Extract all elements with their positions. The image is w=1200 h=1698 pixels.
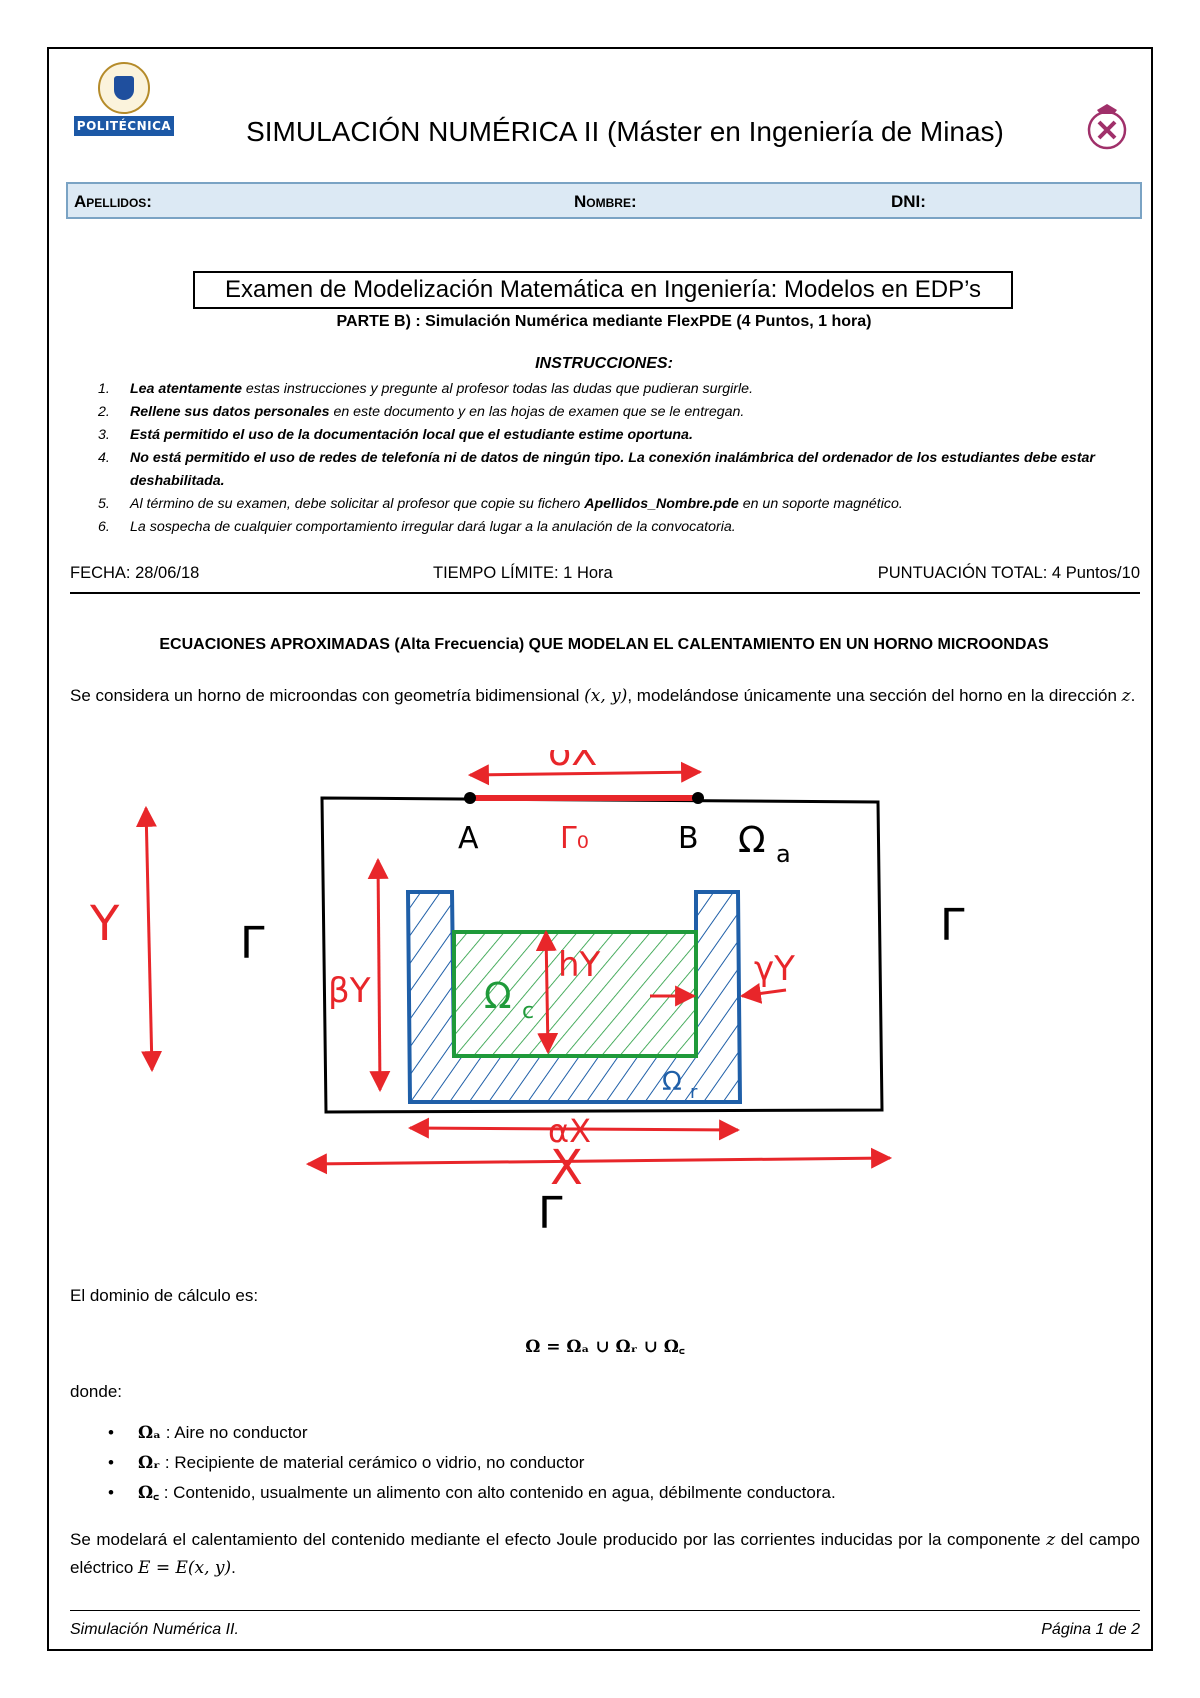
bullet-text: : Contenido, usualmente un alimento con alto contenido en agua, débilmente conductora. (159, 1483, 836, 1502)
hy-arrow (546, 932, 548, 1052)
bullet-text: : Aire no conductor (161, 1423, 308, 1442)
footer-title: Simulación Numérica II. (70, 1621, 239, 1638)
point-a (464, 792, 476, 804)
list-item: • Ωᵣ : Recipiente de material cerámico o vidrio, no conductor (108, 1453, 585, 1473)
closing-text: . (231, 1558, 236, 1577)
a-label: A (458, 821, 479, 856)
closing-text: del campo eléctrico (70, 1530, 1140, 1577)
instruction-text: en un soporte magnético. (738, 496, 903, 512)
exam-date: FECHA: 28/06/18 (70, 564, 200, 582)
omega-r-label: Ω (662, 1067, 682, 1097)
y-arrow (146, 808, 152, 1070)
instruction-bold: Está permitido el uso de la documentación local que el estudiante estime oportuna. (130, 427, 693, 443)
student-id-row (66, 182, 1142, 219)
domain-equation: Ω = Ωₐ ∪ Ωᵣ ∪ Ω꜀ (525, 1337, 685, 1357)
instruction-bold: Apellidos_Nombre.pde (584, 496, 739, 512)
instruction-number: 5. (98, 496, 110, 512)
time-limit: TIEMPO LÍMITE: 1 Hora (433, 564, 613, 582)
school-crest-icon (1081, 100, 1133, 152)
closing-math: E = E(x, y) (138, 1558, 232, 1578)
instruction-number: 3. (98, 427, 110, 443)
instruction-bold: Lea atentamente (130, 381, 242, 397)
hy-label: hY (558, 945, 601, 985)
name-label: Nombre: (574, 192, 637, 211)
upm-logo-text: POLITÉCNICA (74, 116, 174, 136)
instruction-number: 4. (98, 450, 110, 466)
instruction-item (98, 424, 1138, 447)
domain-bullet-list (108, 1418, 1108, 1508)
closing-math: z (1046, 1530, 1056, 1550)
bullet-text: : Recipiente de material cerámico o vidrio, no conductor (160, 1453, 585, 1472)
page-footer (70, 1610, 1140, 1643)
instruction-text: La sospecha de cualquier comportamiento irregular dará lugar a la anulación de la convocatoria. (130, 519, 736, 535)
intro-text: , modelándose únicamente una sección del horno en la dirección (627, 686, 1122, 705)
gammay-label: γY (754, 949, 795, 989)
y-label: Y (90, 896, 120, 952)
domain-intro: El dominio de cálculo es: (70, 1286, 259, 1305)
instruction-item (98, 401, 1138, 424)
instruction-bold: Rellene sus datos personales (130, 404, 330, 420)
page-number: Página 1 de 2 (1041, 1621, 1140, 1638)
betay-arrow (378, 860, 380, 1090)
gammay-arrow-right (742, 990, 786, 996)
omega-a-subscript: a (776, 840, 791, 868)
instruction-text: en este documento y en las hojas de examen que se le entregan. (329, 404, 745, 420)
instruction-text: Al término de su examen, debe solicitar al profesor que copie su fichero (130, 496, 585, 512)
list-item: • Ωₐ : Aire no conductor (108, 1423, 308, 1443)
instructions-list (98, 378, 1138, 539)
dni-label: DNI: (891, 192, 926, 211)
omega-c-label: Ω (484, 976, 512, 1017)
closing-text: Se modelará el calentamiento del contenido mediante el efecto Joule producido por las corrientes inducidas por la componente (70, 1530, 1047, 1549)
intro-paragraph (70, 682, 1140, 710)
x-label: X (550, 1140, 583, 1196)
exam-part: PARTE B) : Simulación Numérica mediante FlexPDE (4 Puntos, 1 hora) (336, 313, 872, 330)
exam-meta-row (70, 560, 1140, 594)
x-arrow (308, 1158, 890, 1164)
alphax-label: αX (548, 1112, 592, 1150)
instruction-number: 1. (98, 381, 110, 397)
gamma0-label: Γ₀ (560, 821, 589, 856)
gamma-right-label: Γ (940, 900, 965, 951)
upm-logo (74, 60, 174, 140)
bullet-symbol: Ωᵣ (138, 1453, 161, 1473)
closing-paragraph (70, 1526, 1140, 1582)
instruction-text: estas instrucciones y pregunte al profesor todas las dudas que pudieran surgirle. (241, 381, 754, 397)
bullet-symbol: Ω꜀ (138, 1483, 160, 1503)
intro-text: Se considera un horno de microondas con geometría bidimensional (70, 686, 585, 705)
b-label: B (678, 821, 699, 856)
omega-r-subscript: r (690, 1082, 698, 1103)
instruction-item (98, 378, 1138, 401)
header-title: SIMULACIÓN NUMÉRICA II (Máster en Ingeniería de Minas) (246, 116, 1004, 147)
point-b (692, 792, 704, 804)
instruction-item (98, 447, 1138, 493)
instruction-bold: No está permitido el uso de redes de telefonía ni de datos de ningún tipo. La conexión inalámbrica del ordenador de los estudiantes debe estar deshabilitada. (130, 450, 1095, 489)
exam-title: Examen de Modelización Matemática en Ingeniería: Modelos en EDP’s (193, 271, 1013, 309)
intro-math: (x, y) (584, 686, 628, 706)
instruction-number: 6. (98, 519, 110, 535)
intro-text: . (1130, 686, 1136, 705)
gamma-bottom-label: Γ (538, 1188, 563, 1239)
surname-label: Apellidos: (74, 192, 152, 211)
total-score: PUNTUACIÓN TOTAL: 4 Puntos/10 (877, 564, 1140, 582)
domain-where: donde: (70, 1382, 122, 1401)
omega-a-label: Ω (738, 820, 766, 861)
gamma-left-label: Γ (240, 918, 265, 969)
dx-label: δX (548, 750, 598, 774)
instructions-heading: INSTRUCCIONES: (535, 355, 673, 372)
omega-c-subscript: c (522, 999, 535, 1024)
instruction-item (98, 516, 1138, 539)
intro-math: z (1121, 686, 1131, 706)
instruction-item (98, 493, 1138, 516)
bullet-symbol: Ωₐ (138, 1423, 162, 1443)
upm-seal-icon (98, 62, 150, 114)
microwave-oven-diagram (90, 750, 1100, 1250)
section-title: ECUACIONES APROXIMADAS (Alta Frecuencia) QUE MODELAN EL CALENTAMIENTO EN UN HORNO MICROONDAS (159, 636, 1049, 653)
instruction-number: 2. (98, 404, 110, 420)
betay-label: βY (328, 971, 371, 1011)
list-item: • Ω꜀ : Contenido, usualmente un alimento con alto contenido en agua, débilmente conductora. (108, 1483, 836, 1503)
